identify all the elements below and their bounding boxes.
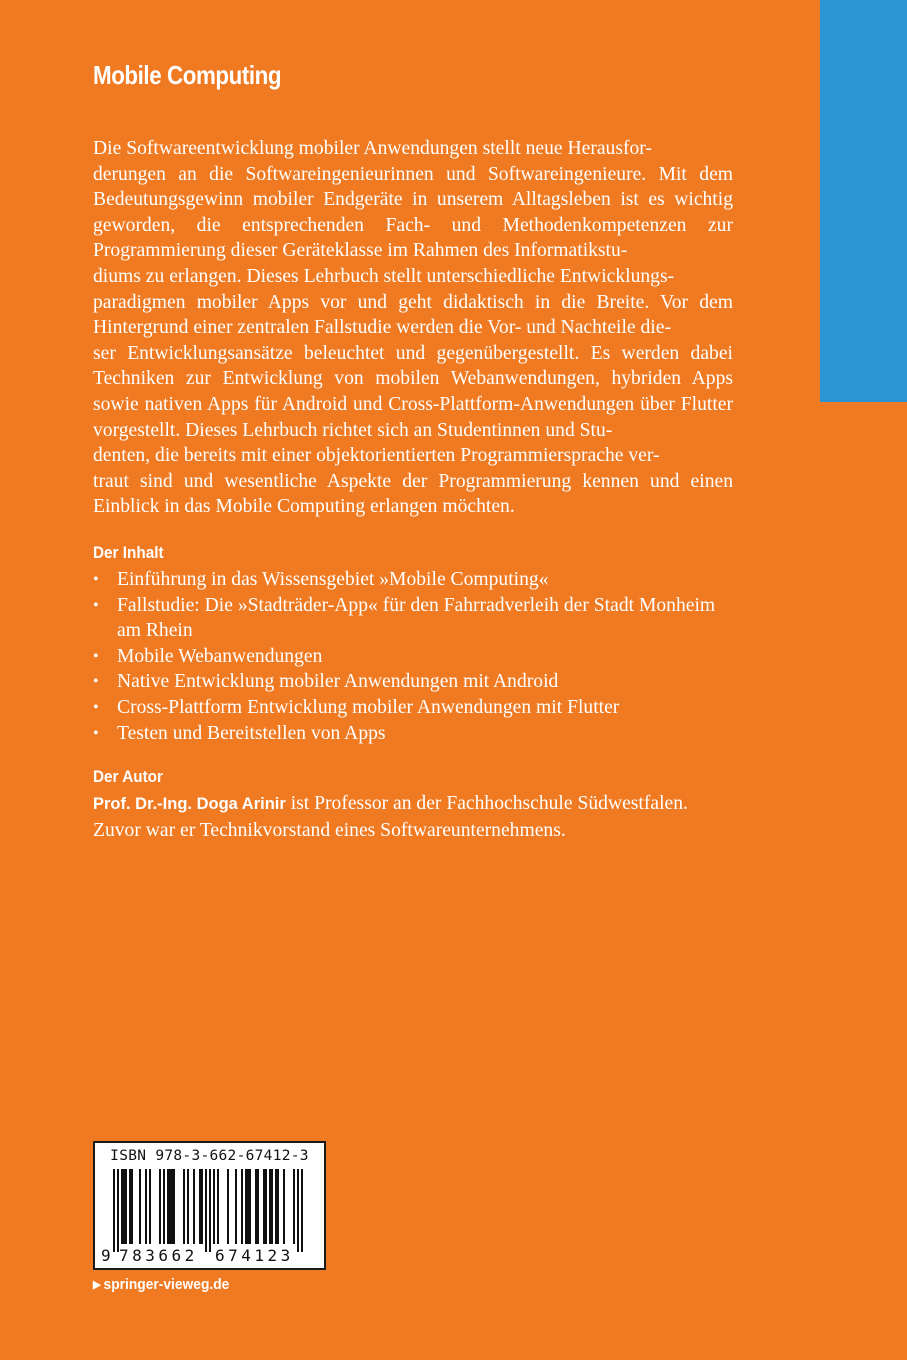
- blurb-line: sowie nativen Apps für Android und Cross-Plattform-Anwendungen über: [93, 393, 675, 415]
- barcode-bar: [117, 1169, 119, 1252]
- barcode-bar: [275, 1169, 277, 1244]
- barcode-bar: [235, 1169, 237, 1244]
- author-heading: Der Autor: [93, 767, 163, 786]
- publisher-link[interactable]: [93, 1276, 229, 1293]
- blurb-line: derungen an die Softwareingenieurinnen und Softwareingenieure. Mit: [93, 163, 687, 185]
- author-bio-line1: ist Professor an der Fachhochschule Südwestfalen.: [285, 793, 688, 814]
- list-item-text: Einführung in das Wissensgebiet »Mobile Computing«: [117, 569, 549, 590]
- list-item: [93, 644, 733, 670]
- list-item-text: Native Entwicklung mobiler Anwendungen mit Android: [117, 671, 559, 693]
- blurb-line: wichtig geworden, die entsprechenden Fach- und Methodenkompetenzen: [93, 189, 733, 236]
- contents-list: [93, 567, 733, 746]
- barcode-bar: [123, 1169, 125, 1244]
- author-name: Prof. Dr.-Ing. Doga Arinir: [93, 795, 286, 813]
- bullet-icon: •: [93, 724, 99, 742]
- blurb-line: Hintergrund einer zentralen Fallstudie werden die Vor- und Nachteile die-: [93, 317, 671, 339]
- barcode-bar: [249, 1169, 251, 1244]
- blurb-line: Flutter vorgestellt. Dieses Lehrbuch richtet sich an Studentinnen und Stu-: [93, 393, 733, 441]
- author-bio: [93, 791, 733, 843]
- barcode-bar: [241, 1169, 243, 1244]
- barcode-bar: [193, 1169, 195, 1244]
- barcode-bar: [277, 1169, 279, 1244]
- barcode-bar: [217, 1169, 219, 1244]
- barcode-bar: [301, 1169, 303, 1252]
- blurb-line: paradigmen mobiler Apps vor und geht didaktisch in die Breite. Vor dem: [93, 291, 733, 313]
- barcode-bar: [245, 1169, 247, 1244]
- barcode-bar: [201, 1169, 203, 1244]
- blurb-line: ser Entwicklungsansätze beleuchtet und gegenübergestellt. Es werden dabei: [93, 342, 733, 364]
- blurb-paragraph: [93, 136, 733, 520]
- barcode-bar: [171, 1169, 173, 1244]
- contents-heading: Der Inhalt: [93, 543, 164, 562]
- bullet-icon: •: [93, 673, 99, 691]
- barcode-bar: [269, 1169, 271, 1244]
- blurb-line: Techniken zur Entwicklung von mobilen Webanwendungen, hybriden Apps: [93, 368, 733, 390]
- list-item: [93, 695, 733, 721]
- list-item-text: Fallstudie: Die »Stadträder-App« für den Fahrradverleih der Stadt Monheim am Rhein: [117, 594, 716, 642]
- barcode-bar: [247, 1169, 249, 1244]
- barcode-bar: [131, 1169, 133, 1244]
- barcode-bar: [265, 1169, 267, 1244]
- list-item: [93, 721, 733, 747]
- barcode-bar: [159, 1169, 161, 1244]
- blue-edge-tab: [820, 0, 907, 402]
- list-item-text: Mobile Webanwendungen: [117, 645, 323, 667]
- barcode-bar: [213, 1169, 215, 1244]
- barcode-bar: [255, 1169, 257, 1244]
- barcode-bar: [173, 1169, 175, 1244]
- barcode-bar: [129, 1169, 131, 1244]
- barcode-bar: [121, 1169, 123, 1244]
- barcode-bar: [271, 1169, 273, 1244]
- barcode-bar: [187, 1169, 189, 1244]
- author-bio-line2: Zuvor war er Technikvorstand eines Softwareunternehmens.: [93, 819, 566, 841]
- blurb-line: dem Bedeutungsgewinn mobiler Endgeräte in unserem Alltagsleben ist es: [93, 163, 734, 211]
- blurb-line: traut sind und wesentliche Aspekte der Programmierung kennen und einen: [93, 470, 733, 492]
- list-item: [93, 593, 733, 644]
- barcode-bar: [163, 1169, 165, 1244]
- barcode-bar: [183, 1169, 185, 1244]
- barcode-bar: [167, 1169, 169, 1244]
- barcode-bar: [169, 1169, 171, 1244]
- arrow-right-icon: ▶: [93, 1279, 101, 1291]
- barcode-bar: [283, 1169, 285, 1244]
- barcode-digits-left: 783662: [119, 1246, 198, 1265]
- barcode-bar: [263, 1169, 265, 1244]
- barcode-bar: [145, 1169, 147, 1244]
- list-item-text: Cross-Plattform Entwicklung mobiler Anwendungen mit Flutter: [117, 696, 620, 718]
- publisher-link-text: springer-vieweg.de: [103, 1276, 230, 1293]
- barcode-bar: [125, 1169, 127, 1244]
- barcode-bar: [113, 1169, 115, 1252]
- barcode-bar: [297, 1169, 299, 1252]
- barcode-digits-right: 674123: [215, 1246, 294, 1265]
- blurb-line: Die Softwareentwicklung mobiler Anwendungen stellt neue Herausfor-: [93, 138, 652, 159]
- barcode-bar: [149, 1169, 151, 1244]
- list-item: [93, 567, 733, 593]
- list-item-text: Testen und Bereitstellen von Apps: [117, 722, 386, 744]
- barcode-digit-first: 9: [101, 1246, 111, 1265]
- barcode-bar: [257, 1169, 259, 1244]
- isbn-label: ISBN 978-3-662-67412-3: [110, 1148, 309, 1164]
- barcode-bar: [293, 1169, 295, 1244]
- barcode-bar: [199, 1169, 201, 1244]
- blurb-line: diums zu erlangen. Dieses Lehrbuch stellt unterschiedliche Entwicklungs-: [93, 265, 675, 287]
- bullet-icon: •: [93, 698, 99, 716]
- barcode-bar: [139, 1169, 141, 1244]
- book-title: Mobile Computing: [93, 60, 282, 90]
- list-item: [93, 669, 733, 695]
- bullet-icon: •: [93, 647, 99, 665]
- barcode-bar: [227, 1169, 229, 1244]
- bullet-icon: •: [93, 596, 99, 614]
- blurb-line: denten, die bereits mit einer objektorientierten Programmiersprache ver-: [93, 445, 660, 467]
- barcode-bar: [205, 1169, 207, 1252]
- bullet-icon: •: [93, 571, 99, 588]
- barcode-box: [93, 1141, 326, 1270]
- blurb-line: zur Programmierung dieser Geräteklasse im Rahmen des Informatikstu-: [93, 214, 733, 262]
- blurb-line: Einblick in das Mobile Computing erlangen möchten.: [93, 496, 515, 518]
- barcode-bar: [209, 1169, 211, 1252]
